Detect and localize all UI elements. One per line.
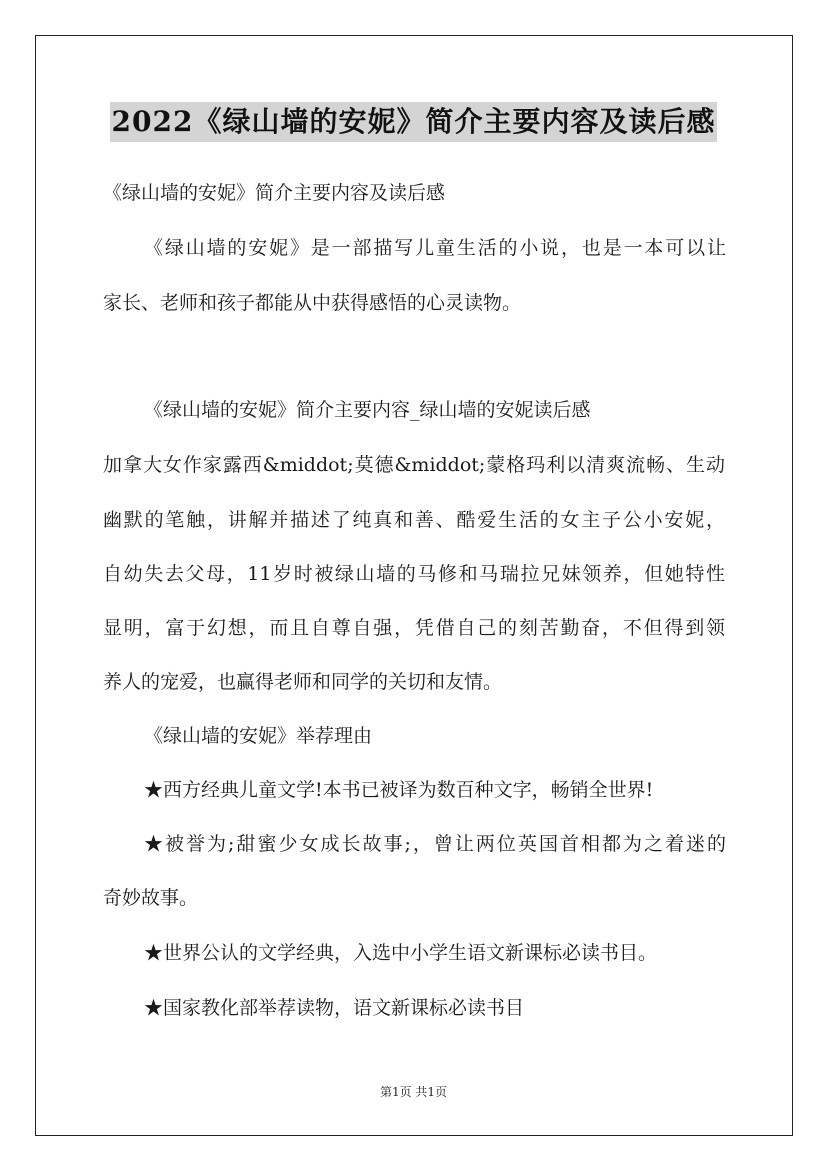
paragraph-1-line-1: 《绿山墙的安妮》是一部描写儿童生活的小说，也是一本可以让 [144, 237, 726, 259]
subtitle-line: 《绿山墙的安妮》简介主要内容及读后感 [103, 182, 446, 204]
reason-item-1: ★西方经典儿童文学!本书已被译为数百种文字，畅销全世界! [144, 779, 654, 801]
title-container [0, 102, 827, 142]
paragraph-2-line-5: 养人的宠爱，也赢得老师和同学的关切和友情。 [103, 671, 503, 693]
document-title: 2022《绿山墙的安妮》简介主要内容及读后感 [110, 102, 718, 142]
paragraph-2-line-1: 加拿大女作家露西&middot;莫德&middot;蒙格玛利以清爽流畅、生动 [103, 454, 725, 476]
section-heading-summary: 《绿山墙的安妮》简介主要内容_绿山墙的安妮读后感 [144, 399, 591, 421]
reason-item-4: ★国家教化部举荐读物，语文新课标必读书目 [144, 997, 525, 1019]
paragraph-2-line-4: 显明，富于幻想，而且自尊自强，凭借自己的刻苦勤奋，不但得到领 [103, 617, 725, 639]
page-footer: 第1页 共1页 [379, 1085, 448, 1099]
paragraph-1-line-2: 家长、老师和孩子都能从中获得感悟的心灵读物。 [103, 292, 522, 314]
paragraph-2-line-2: 幽默的笔触，讲解并描述了纯真和善、酷爱生活的女主子公小安妮， [103, 509, 725, 531]
reason-item-2-line-1: ★被誉为;甜蜜少女成长故事;，曾让两位英国首相都为之着迷的 [144, 833, 726, 855]
paragraph-2-line-3: 自幼失去父母，11岁时被绿山墙的马修和马瑞拉兄妹领养，但她特性 [103, 563, 725, 585]
reason-item-2-line-2: 奇妙故事。 [103, 887, 199, 909]
reason-item-3: ★世界公认的文学经典，入选中小学生语文新课标必读书目。 [144, 942, 658, 964]
section-heading-reasons: 《绿山墙的安妮》举荐理由 [144, 725, 373, 747]
